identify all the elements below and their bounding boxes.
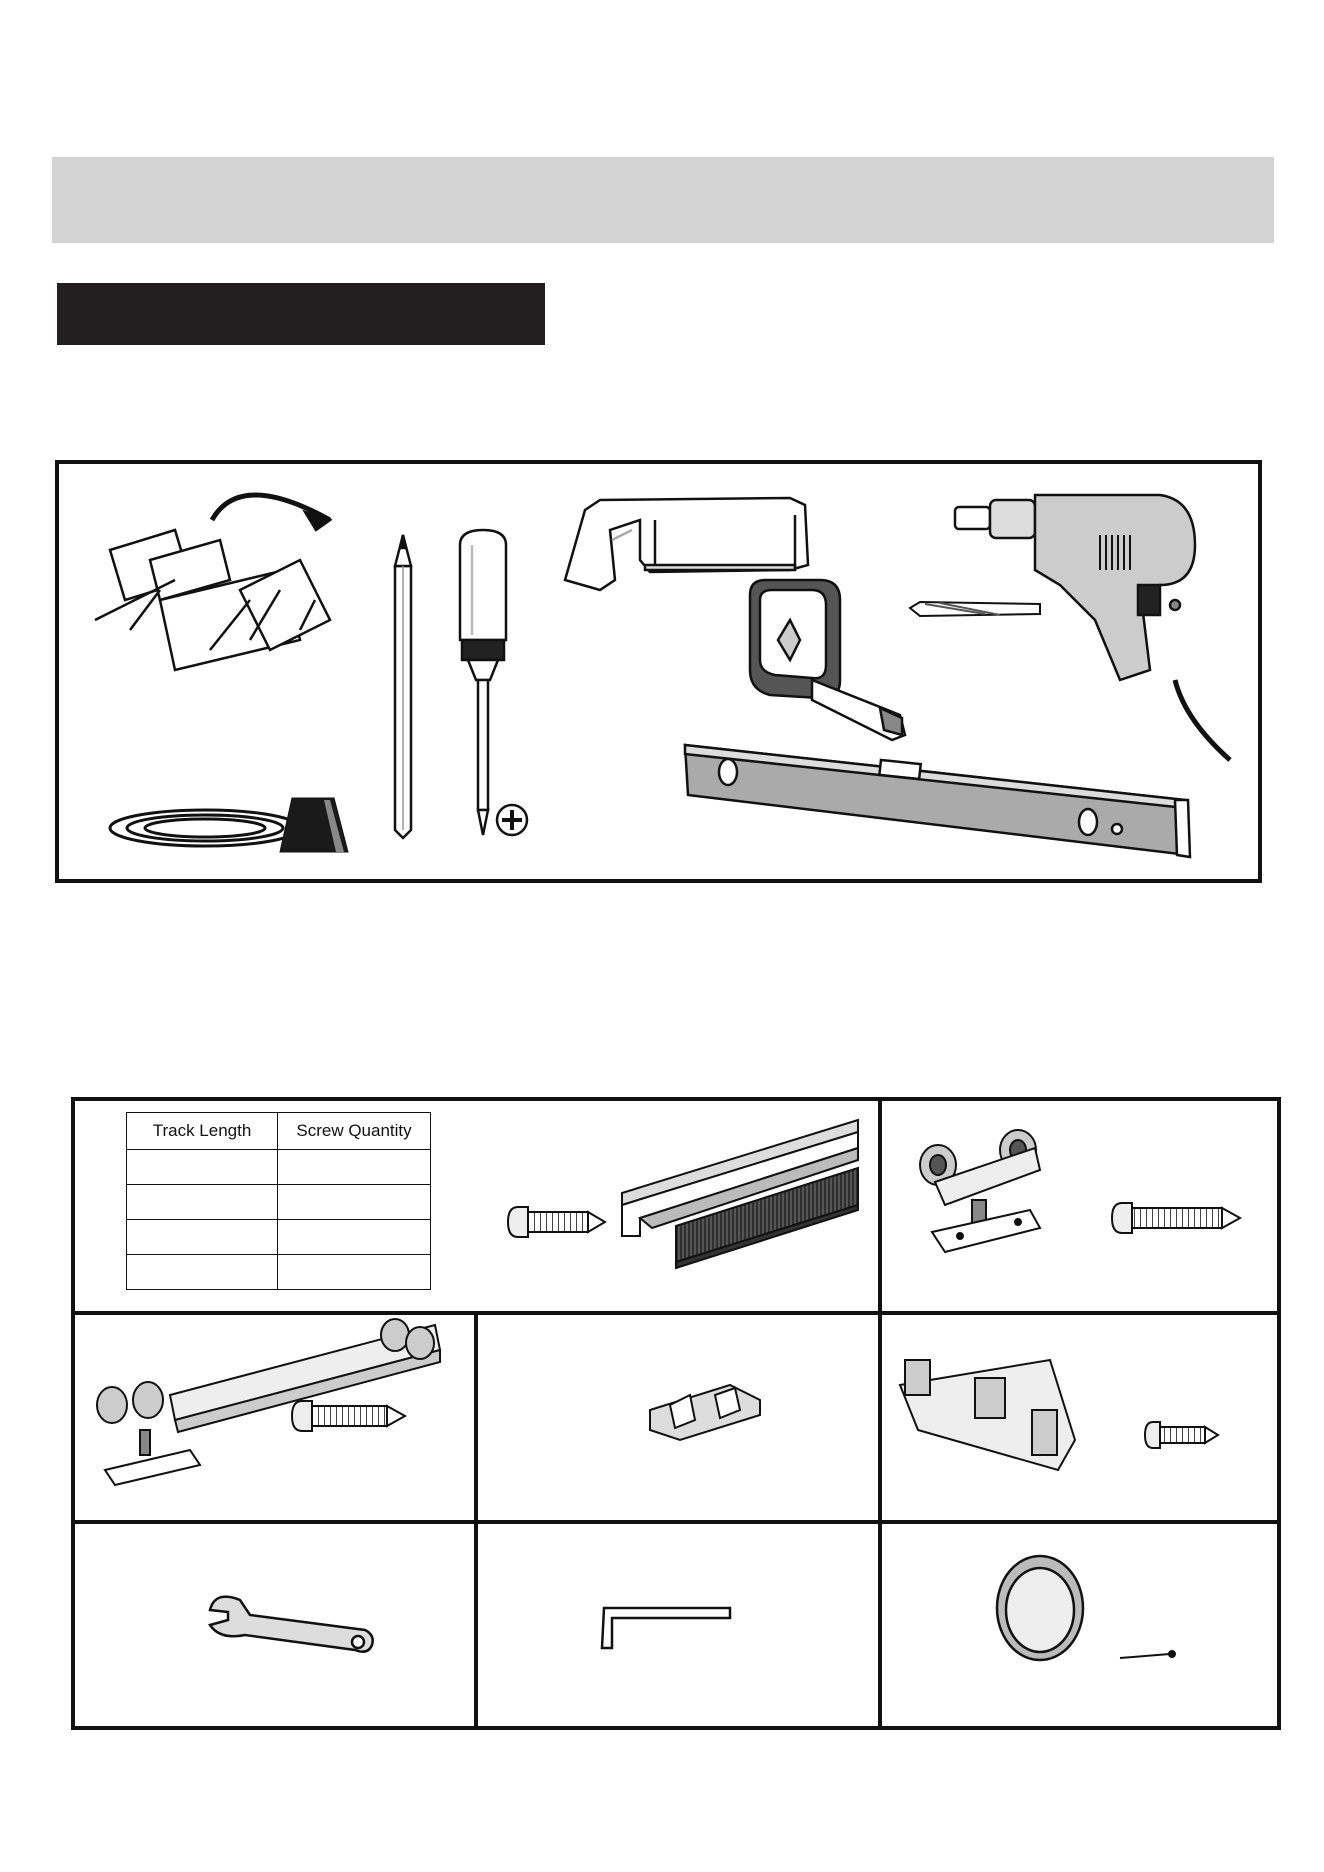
tape-measure-icon bbox=[750, 580, 905, 740]
table-row bbox=[127, 1255, 431, 1290]
track-screw-table bbox=[126, 1112, 431, 1290]
plumb-line-icon bbox=[110, 798, 348, 852]
grid-divider bbox=[878, 1101, 882, 1726]
table-cell bbox=[278, 1255, 431, 1290]
spirit-level-icon bbox=[685, 745, 1190, 857]
table-row bbox=[127, 1185, 431, 1220]
table-cell bbox=[127, 1185, 278, 1220]
hacksaw-icon bbox=[565, 498, 808, 590]
grid-divider bbox=[75, 1311, 1277, 1315]
table-cell bbox=[278, 1220, 431, 1255]
table-header: Track Length bbox=[127, 1113, 278, 1150]
table-row bbox=[127, 1220, 431, 1255]
table-cell bbox=[127, 1255, 278, 1290]
table-cell bbox=[278, 1185, 431, 1220]
phillips-screwdriver-icon bbox=[460, 530, 527, 835]
table-row bbox=[127, 1150, 431, 1185]
drill-bit-icon bbox=[910, 602, 1040, 616]
table-cell bbox=[127, 1220, 278, 1255]
table-cell bbox=[127, 1150, 278, 1185]
toolbox-icon bbox=[95, 495, 330, 670]
pencil-icon bbox=[395, 535, 411, 838]
table-header: Screw Quantity bbox=[278, 1113, 431, 1150]
table-cell bbox=[278, 1150, 431, 1185]
grid-divider bbox=[75, 1520, 1277, 1524]
power-drill-icon bbox=[955, 495, 1230, 760]
